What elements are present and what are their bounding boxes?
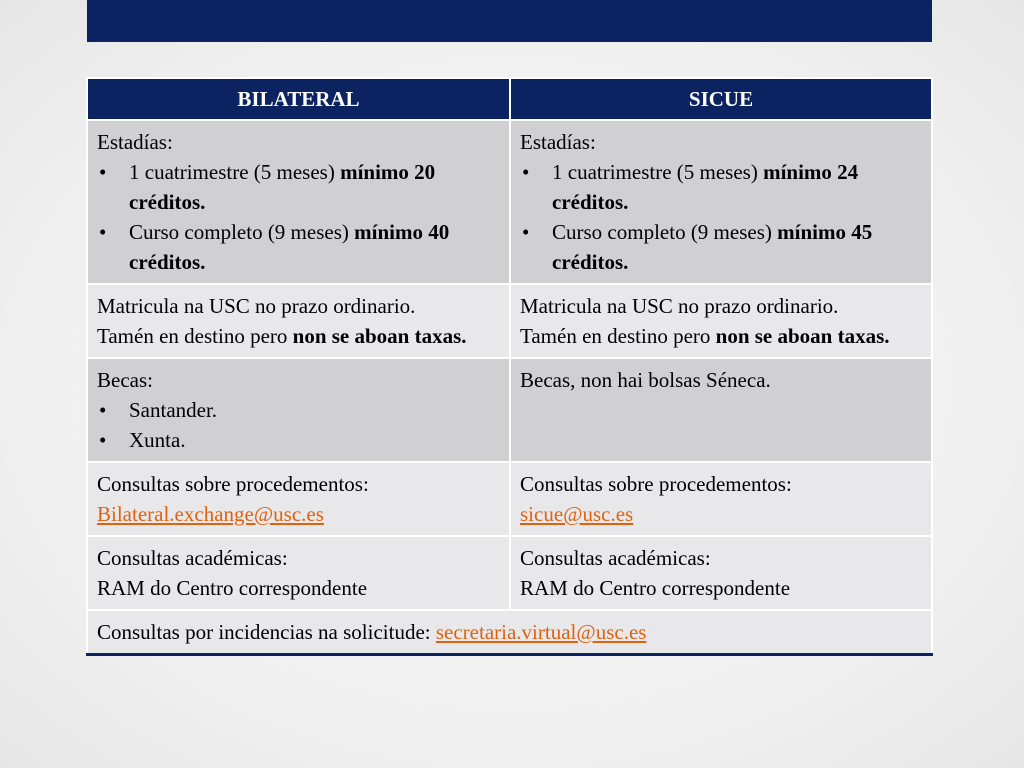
stay-duration-text: 1 cuatrimestre (5 meses) [552, 160, 764, 184]
list-item: • Xunta. [97, 425, 500, 455]
list-item [520, 217, 922, 277]
title-band [87, 0, 932, 42]
table-row [87, 358, 932, 462]
stays-sicue-cell [510, 120, 932, 284]
list-item [97, 217, 500, 277]
stay-duration-text: Curso completo (9 meses) [129, 220, 355, 244]
stays-bilateral-cell [87, 120, 510, 284]
list-item: • Santander. [97, 395, 500, 425]
stay-duration-text: 1 cuatrimestre (5 meses) [129, 160, 341, 184]
stays-list [520, 157, 922, 277]
incidents-label: Consultas por incidencias na solicitude: [97, 620, 436, 644]
stays-list [97, 157, 500, 277]
grants-title: Becas: [97, 368, 153, 392]
header-bilateral: BILATERAL [87, 78, 510, 120]
procedures-bilateral-cell [87, 462, 510, 536]
enrolment-fees-bold: non se aboan taxas. [292, 324, 467, 348]
procedures-label: Consultas sobre procedementos: [97, 472, 369, 496]
secretaria-email-link[interactable]: secretaria.virtual@usc.es [435, 620, 647, 644]
procedures-sicue-cell [510, 462, 932, 536]
header-sicue: SICUE [510, 78, 932, 120]
bilateral-email-link[interactable]: Bilateral.exchange@usc.es [97, 502, 324, 526]
grants-list [97, 395, 500, 455]
stay-credits-bold: mínimo 45 créditos. [552, 220, 873, 274]
stays-title: Estadías: [97, 130, 173, 154]
enrolment-sicue-cell [510, 284, 932, 358]
table-row [87, 120, 932, 284]
sicue-email-link[interactable]: sicue@usc.es [520, 502, 634, 526]
grants-sicue-cell [510, 358, 932, 462]
stay-credits-bold: mínimo 20 créditos. [129, 160, 436, 214]
academic-label: Consultas académicas: [97, 546, 288, 570]
list-item [97, 157, 500, 217]
academic-contact: RAM do Centro correspondente [97, 576, 368, 600]
enrolment-line: Matricula na USC no prazo ordinario. [97, 294, 416, 318]
table-header-row [87, 78, 932, 120]
academic-contact: RAM do Centro correspondente [520, 576, 791, 600]
stay-duration-text: Curso completo (9 meses) [552, 220, 778, 244]
grants-bilateral-cell [87, 358, 510, 462]
enrolment-fees-bold: non se aboan taxas. [715, 324, 890, 348]
table-row [87, 284, 932, 358]
academic-label: Consultas académicas: [520, 546, 711, 570]
comparison-table [86, 77, 933, 656]
procedures-label: Consultas sobre procedementos: [520, 472, 792, 496]
table-row [87, 462, 932, 536]
grants-text: Becas, non hai bolsas Séneca. [520, 368, 771, 392]
table-row [87, 610, 932, 655]
list-item [520, 157, 922, 217]
incidents-cell [87, 610, 932, 655]
enrolment-note: Tamén en destino pero [520, 324, 716, 348]
academic-bilateral-cell [87, 536, 510, 610]
stays-title: Estadías: [520, 130, 596, 154]
table-row [87, 536, 932, 610]
enrolment-note: Tamén en destino pero [97, 324, 293, 348]
enrolment-line: Matricula na USC no prazo ordinario. [520, 294, 839, 318]
academic-sicue-cell [510, 536, 932, 610]
enrolment-bilateral-cell [87, 284, 510, 358]
stay-credits-bold: mínimo 40 créditos. [129, 220, 450, 274]
stay-credits-bold: mínimo 24 créditos. [552, 160, 859, 214]
